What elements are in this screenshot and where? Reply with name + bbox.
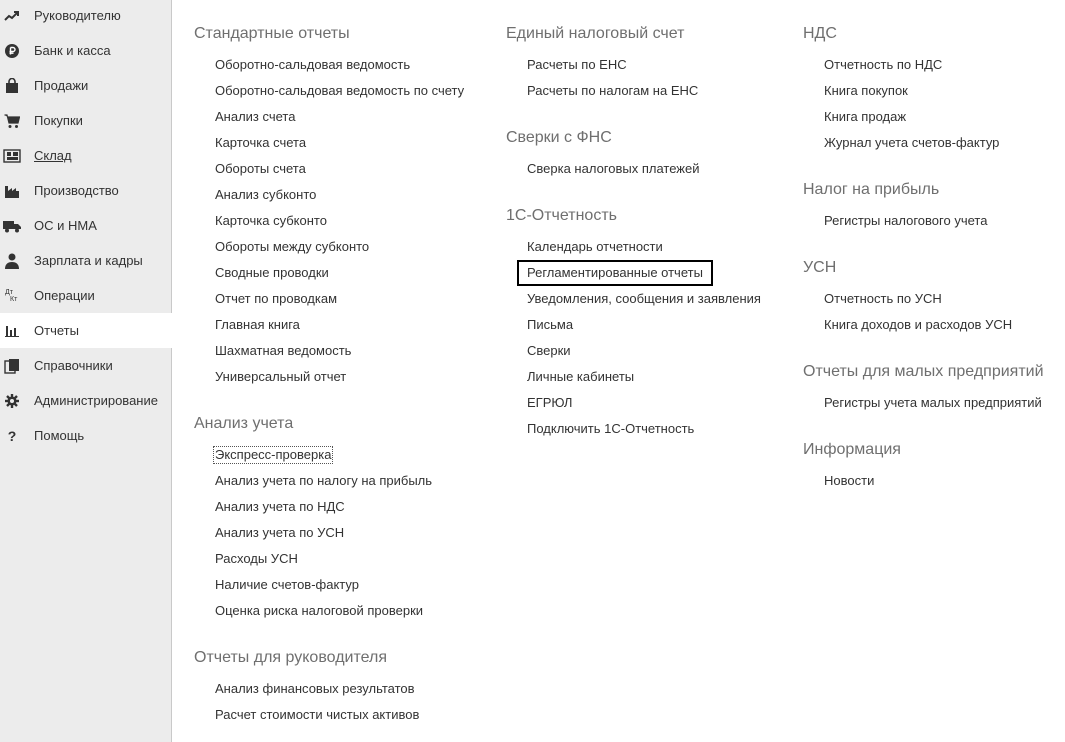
- sidebar-item-label: Справочники: [34, 358, 113, 373]
- link-svodnye-provodki[interactable]: Сводные проводки: [215, 265, 329, 280]
- link-otchetnost-usn[interactable]: Отчетность по УСН: [824, 291, 942, 306]
- link-raschety-ens[interactable]: Расчеты по ЕНС: [527, 57, 627, 72]
- sidebar-item-pomosch[interactable]: [0, 418, 172, 453]
- sidebar-item-label: Продажи: [34, 78, 89, 93]
- link-kalendar-otchetnosti[interactable]: Календарь отчетности: [527, 239, 663, 254]
- sidebar-item-label: Производство: [34, 183, 119, 198]
- link-analiz-nds[interactable]: Анализ учета по НДС: [215, 499, 345, 514]
- link-lichnye-kabinety[interactable]: Личные кабинеты: [527, 369, 635, 384]
- link-registry-nalogovogo-ucheta[interactable]: Регистры налогового учета: [824, 213, 988, 228]
- section-title-1c-otchetnost: 1С-Отчетность: [506, 207, 617, 224]
- link-zhurnal-schetov-faktur[interactable]: Журнал учета счетов-фактур: [824, 135, 1000, 150]
- sidebar-item-operacii[interactable]: [0, 278, 172, 313]
- link-oboroty-scheta[interactable]: Обороты счета: [215, 161, 306, 176]
- link-analiz-finrezultatov[interactable]: Анализ финансовых результатов: [215, 681, 415, 696]
- link-nalichie-schetov-faktur[interactable]: Наличие счетов-фактур: [215, 577, 359, 592]
- sidebar-item-proizvodstvo[interactable]: [0, 173, 172, 208]
- books-icon: [3, 357, 21, 375]
- sidebar-item-label: Операции: [34, 288, 95, 303]
- link-otchet-po-provodkam[interactable]: Отчет по проводкам: [215, 291, 338, 306]
- link-registry-malykh-predpriyatii[interactable]: Регистры учета малых предприятий: [824, 395, 1042, 410]
- sidebar-item-label: ОС и НМА: [34, 218, 97, 233]
- sidebar-item-zarplata[interactable]: [0, 243, 172, 278]
- link-otchetnost-nds[interactable]: Отчетность по НДС: [824, 57, 943, 72]
- section-title-usn: УСН: [803, 259, 837, 276]
- section-title-info: Информация: [803, 441, 901, 458]
- link-podklyuchit-1c-otchetnost[interactable]: Подключить 1С-Отчетность: [527, 421, 695, 436]
- dt-kt-icon: [3, 287, 21, 305]
- link-analiz-usn[interactable]: Анализ учета по УСН: [215, 525, 345, 540]
- link-osv-po-schetu[interactable]: Оборотно-сальдовая ведомость по счету: [215, 83, 465, 98]
- sidebar-item-os-nma[interactable]: [0, 208, 172, 243]
- section-title-small-business: Отчеты для малых предприятий: [803, 363, 1044, 380]
- sidebar: [0, 0, 172, 742]
- link-kartochka-scheta[interactable]: Карточка счета: [215, 135, 307, 150]
- cart-icon: [3, 112, 21, 130]
- link-raskhody-usn[interactable]: Расходы УСН: [215, 551, 298, 566]
- sidebar-item-prodazhi[interactable]: [0, 68, 172, 103]
- link-ocenka-riska[interactable]: Оценка риска налоговой проверки: [215, 603, 424, 618]
- section-title-manager: Отчеты для руководителя: [194, 649, 387, 666]
- link-analiz-scheta[interactable]: Анализ счета: [215, 109, 296, 124]
- trend-up-icon: [3, 7, 21, 25]
- link-kartochka-subkonto[interactable]: Карточка субконто: [215, 213, 327, 228]
- sidebar-item-label: Администрирование: [34, 393, 158, 408]
- truck-icon: [3, 217, 21, 235]
- link-express-proverka[interactable]: Экспресс-проверка: [215, 447, 332, 462]
- section-title-fns: Сверки с ФНС: [506, 129, 612, 146]
- sidebar-item-rukovoditelyu[interactable]: [0, 0, 172, 33]
- person-icon: [3, 252, 21, 270]
- kt-label: Кт: [10, 295, 18, 303]
- sidebar-item-label: Покупки: [34, 113, 83, 128]
- sidebar-item-label: Склад: [34, 148, 72, 163]
- sidebar-item-label: Отчеты: [34, 323, 79, 338]
- link-sverka-platezhei[interactable]: Сверка налоговых платежей: [527, 161, 700, 176]
- link-egryul[interactable]: ЕГРЮЛ: [527, 395, 573, 410]
- link-raschet-chistykh-aktivov[interactable]: Расчет стоимости чистых активов: [215, 707, 420, 722]
- ruble-coin-icon: [3, 42, 21, 60]
- sidebar-item-spravochniki[interactable]: [0, 348, 172, 383]
- sidebar-item-label: Банк и касса: [34, 43, 111, 58]
- gear-icon: [3, 392, 21, 410]
- link-reglamentirovannye-otchety[interactable]: Регламентированные отчеты: [517, 260, 713, 286]
- link-novosti[interactable]: Новости: [824, 473, 875, 488]
- section-title-ens: Единый налоговый счет: [506, 25, 685, 42]
- section-title-analysis: Анализ учета: [194, 415, 294, 432]
- section-title-profit: Налог на прибыль: [803, 181, 940, 198]
- sidebar-item-administrirovanie[interactable]: [0, 383, 172, 418]
- link-oboroty-mezhdu-subkonto[interactable]: Обороты между субконто: [215, 239, 370, 254]
- link-kniga-pokupok[interactable]: Книга покупок: [824, 83, 908, 98]
- question-icon: ?: [7, 427, 17, 444]
- link-universalnyi-otchet[interactable]: Универсальный отчет: [215, 369, 347, 384]
- link-shakhmatnaya-vedomost[interactable]: Шахматная ведомость: [215, 343, 352, 358]
- link-kniga-dokhodov-usn[interactable]: Книга доходов и расходов УСН: [824, 317, 1013, 332]
- dt-label: Дт: [5, 288, 13, 296]
- sidebar-item-bank-kassa[interactable]: [0, 33, 172, 68]
- link-analiz-nalog-pribyl[interactable]: Анализ учета по налогу на прибыль: [215, 473, 433, 488]
- link-kniga-prodazh[interactable]: Книга продаж: [824, 109, 907, 124]
- sidebar-item-pokupki[interactable]: [0, 103, 172, 138]
- factory-icon: [3, 182, 21, 200]
- section-title-nds: НДС: [803, 25, 837, 42]
- link-raschety-nalogi-ens[interactable]: Расчеты по налогам на ЕНС: [527, 83, 699, 98]
- sidebar-item-otchety[interactable]: [0, 313, 173, 348]
- sidebar-item-label: Помощь: [34, 428, 85, 443]
- sidebar-item-label: Зарплата и кадры: [34, 253, 143, 268]
- sidebar-item-sklad[interactable]: [0, 138, 172, 173]
- warehouse-icon: [3, 147, 21, 165]
- link-uvedomleniya[interactable]: Уведомления, сообщения и заявления: [527, 291, 761, 306]
- link-sverki[interactable]: Сверки: [527, 343, 571, 358]
- bar-chart-icon: [3, 322, 21, 340]
- shopping-bag-icon: [3, 77, 21, 95]
- section-title-standard: Стандартные отчеты: [194, 25, 350, 42]
- link-osv[interactable]: Оборотно-сальдовая ведомость: [215, 57, 411, 72]
- link-analiz-subkonto[interactable]: Анализ субконто: [215, 187, 317, 202]
- link-glavnaya-kniga[interactable]: Главная книга: [215, 317, 300, 332]
- sidebar-item-label: Руководителю: [34, 8, 121, 23]
- link-pisma[interactable]: Письма: [527, 317, 574, 332]
